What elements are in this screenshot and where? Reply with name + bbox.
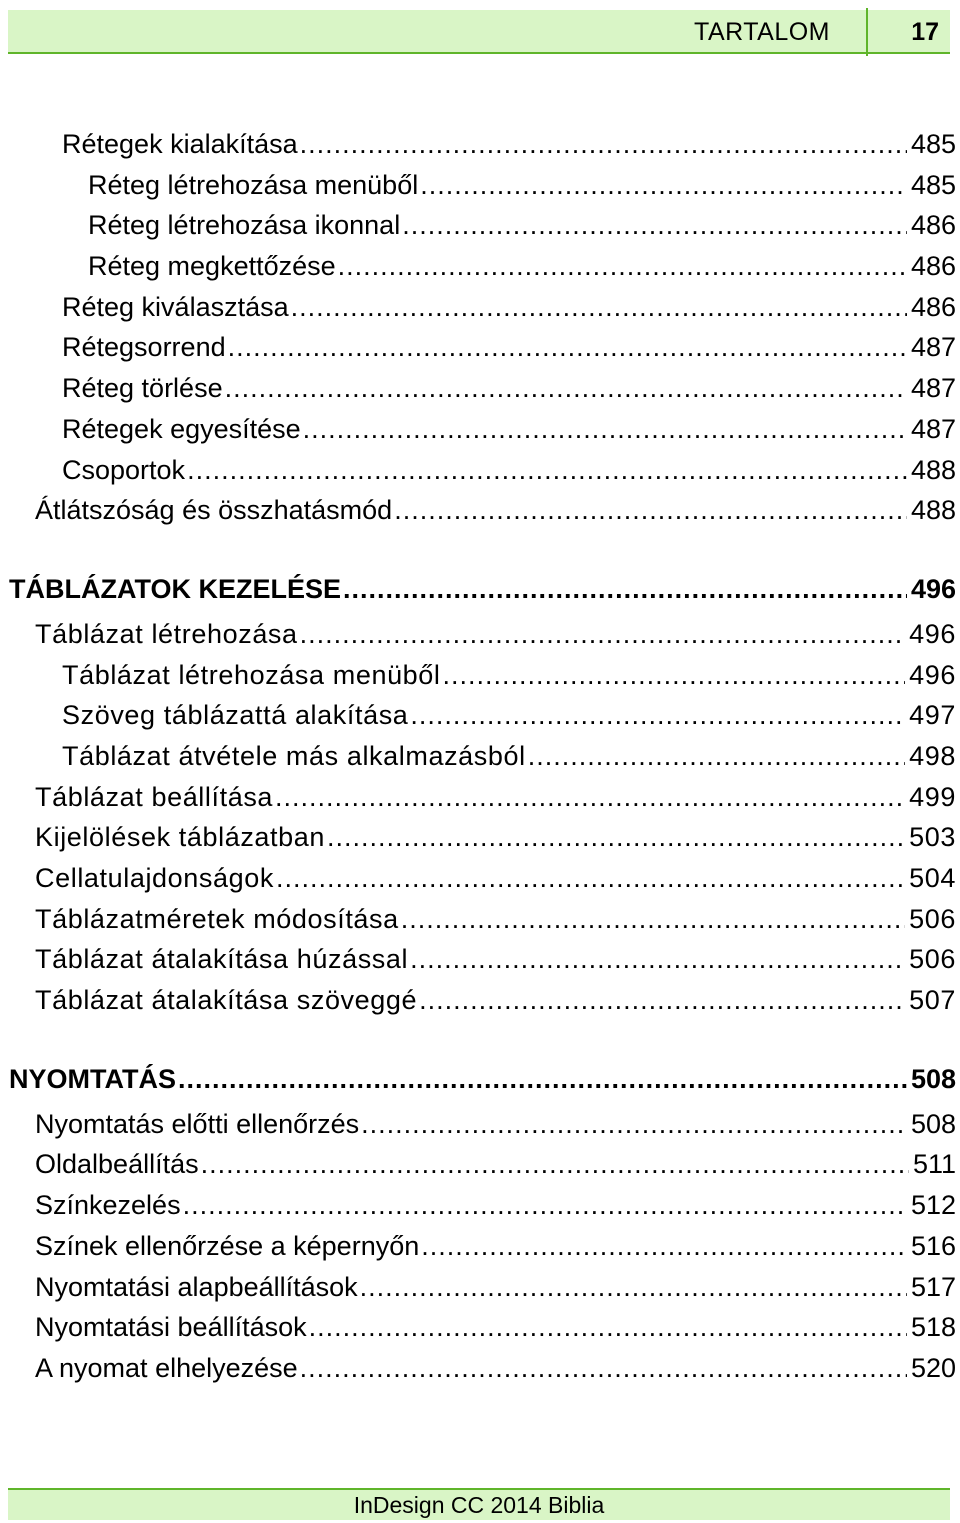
toc-entry-page: 487 <box>910 413 956 444</box>
toc-entry-title: Táblázat létrehozása menüből <box>62 659 441 690</box>
dot-leader <box>360 1267 907 1307</box>
toc-entry-title: Szöveg táblázattá alakítása <box>62 700 409 731</box>
toc-entry-page: 512 <box>910 1190 956 1221</box>
dot-leader <box>276 858 905 898</box>
dot-leader <box>394 490 907 530</box>
dot-leader <box>201 1144 909 1184</box>
toc-entry-title: NYOMTATÁS <box>9 1063 176 1094</box>
toc-entry-page: 504 <box>909 863 956 893</box>
dot-leader <box>183 1185 907 1225</box>
dot-leader <box>410 695 905 735</box>
toc-entry-page: 498 <box>909 740 956 771</box>
toc-entry-title: Rétegsorrend <box>62 332 226 363</box>
toc-entry[interactable] <box>0 1348 960 1389</box>
toc-entry[interactable] <box>0 409 960 450</box>
dot-leader <box>443 655 906 695</box>
dot-leader <box>419 980 905 1020</box>
toc-entry-page: 520 <box>910 1352 956 1383</box>
toc-entry[interactable] <box>0 614 960 655</box>
header-title: TARTALOM <box>694 18 830 46</box>
toc-entry-page: 516 <box>910 1230 956 1261</box>
dot-leader <box>420 165 907 205</box>
dot-leader <box>178 1054 907 1104</box>
toc-entry-title: Nyomtatás előtti ellenőrzés <box>35 1108 360 1139</box>
toc-entry-title: Táblázat átalakítása húzással <box>35 944 409 975</box>
toc-entry-title: Kijelölések táblázatban <box>35 822 325 853</box>
dot-leader <box>421 1226 907 1266</box>
toc-entry[interactable] <box>0 777 960 818</box>
toc-entry-title: Táblázat beállítása <box>35 781 274 812</box>
dot-leader <box>528 736 905 776</box>
toc-chapter-heading[interactable] <box>0 1054 960 1104</box>
toc-entry[interactable] <box>0 165 960 206</box>
toc-entry-page: 499 <box>909 781 956 812</box>
dot-leader <box>275 777 905 817</box>
toc-entry[interactable] <box>0 858 960 899</box>
page-footer <box>8 1488 950 1520</box>
toc-entry-page: 503 <box>909 822 956 853</box>
dot-leader <box>401 899 905 939</box>
toc-entry-page: 506 <box>909 944 956 975</box>
toc-entry[interactable] <box>0 939 960 980</box>
dot-leader <box>410 939 905 979</box>
toc-entry-title: Táblázat átvétele más alkalmazásból <box>62 740 526 771</box>
dot-leader <box>338 246 907 286</box>
dot-leader <box>343 564 907 614</box>
toc-entry-page: 508 <box>910 1108 956 1139</box>
dot-leader <box>361 1104 907 1144</box>
toc-entry[interactable] <box>0 205 960 246</box>
toc-entry[interactable] <box>0 246 960 287</box>
dot-leader <box>303 409 907 449</box>
page-header <box>8 10 950 54</box>
footer-text: InDesign CC 2014 Biblia <box>353 1492 605 1518</box>
toc-entry[interactable] <box>0 980 960 1021</box>
toc-entry-page: 496 <box>909 618 956 649</box>
toc-entry-title: Réteg létrehozása menüből <box>88 169 419 200</box>
toc-entry-title: Réteg megkettőzése <box>88 251 336 282</box>
dot-leader <box>300 614 905 654</box>
toc-entry-title: Táblázatméretek módosítása <box>35 903 399 934</box>
toc-entry[interactable] <box>0 327 960 368</box>
toc-entry[interactable] <box>0 1185 960 1226</box>
toc-entry-page: 507 <box>909 985 956 1016</box>
dot-leader <box>300 124 907 164</box>
toc-entry-page: 511 <box>912 1149 956 1180</box>
toc-entry[interactable] <box>0 287 960 328</box>
toc-entry-title: TÁBLÁZATOK KEZELÉSE <box>9 573 342 604</box>
toc-entry-title: Rétegek kialakítása <box>62 129 298 159</box>
dot-leader <box>187 450 907 490</box>
toc-entry-title: A nyomat elhelyezése <box>35 1352 298 1383</box>
header-page-number: 17 <box>911 18 939 46</box>
toc-entry-title: Réteg törlése <box>62 373 223 404</box>
dot-leader <box>228 327 907 367</box>
toc-entry-page: 508 <box>910 1063 956 1094</box>
toc-entry[interactable] <box>0 899 960 940</box>
toc-entry-page: 488 <box>910 454 956 485</box>
toc-entry-page: 486 <box>910 291 956 322</box>
toc-entry[interactable] <box>0 1267 960 1308</box>
section-gap <box>0 1021 960 1054</box>
toc-entry-title: Nyomtatási beállítások <box>35 1312 307 1343</box>
toc-entry-page: 506 <box>909 903 956 934</box>
toc-entry-page: 486 <box>910 210 956 241</box>
toc-entry[interactable] <box>0 817 960 858</box>
toc-entry[interactable] <box>0 695 960 736</box>
toc-chapter-heading[interactable] <box>0 564 960 614</box>
dot-leader <box>300 1348 907 1388</box>
toc-entry[interactable] <box>0 124 960 165</box>
toc-entry-title: Átlátszóság és összhatásmód <box>35 495 393 526</box>
header-divider <box>866 8 868 56</box>
toc-entry[interactable] <box>0 1226 960 1267</box>
dot-leader <box>225 368 907 408</box>
toc-entry-page: 487 <box>910 373 956 404</box>
toc-entry-title: Színek ellenőrzése a képernyőn <box>35 1230 420 1261</box>
toc-entry-title: Cellatulajdonságok <box>35 863 274 893</box>
toc-entry[interactable] <box>0 1104 960 1145</box>
table-of-contents <box>0 124 960 1389</box>
toc-entry-page: 486 <box>910 251 956 282</box>
toc-entry-title: Réteg kiválasztása <box>62 291 289 322</box>
toc-entry-title: Oldalbeállítás <box>35 1149 199 1180</box>
toc-entry-page: 496 <box>909 659 956 690</box>
toc-entry-title: Réteg létrehozása ikonnal <box>88 210 401 241</box>
toc-entry[interactable] <box>0 1307 960 1348</box>
dot-leader <box>402 205 907 245</box>
toc-entry[interactable] <box>0 655 960 696</box>
toc-entry-title: Színkezelés <box>35 1190 181 1221</box>
dot-leader <box>291 287 907 327</box>
section-gap <box>0 531 960 564</box>
toc-entry-page: 496 <box>910 573 956 604</box>
toc-entry-title: Csoportok <box>62 454 186 485</box>
toc-entry-page: 517 <box>910 1271 956 1302</box>
toc-entry-title: Táblázat létrehozása <box>35 618 298 649</box>
dot-leader <box>309 1307 907 1347</box>
toc-entry[interactable] <box>0 1144 960 1185</box>
toc-entry[interactable] <box>0 490 960 531</box>
toc-entry-title: Táblázat átalakítása szöveggé <box>35 985 418 1016</box>
toc-entry-title: Rétegek egyesítése <box>62 413 301 444</box>
toc-entry-page: 487 <box>910 332 956 363</box>
toc-entry-title: Nyomtatási alapbeállítások <box>35 1271 358 1302</box>
toc-entry-page: 488 <box>910 495 956 526</box>
toc-entry-page: 518 <box>910 1312 956 1343</box>
toc-entry-page: 497 <box>909 700 956 731</box>
dot-leader <box>327 817 905 857</box>
toc-entry-page: 485 <box>910 129 956 159</box>
toc-entry[interactable] <box>0 450 960 491</box>
toc-entry[interactable] <box>0 368 960 409</box>
toc-entry[interactable] <box>0 736 960 777</box>
toc-entry-page: 485 <box>910 169 956 200</box>
